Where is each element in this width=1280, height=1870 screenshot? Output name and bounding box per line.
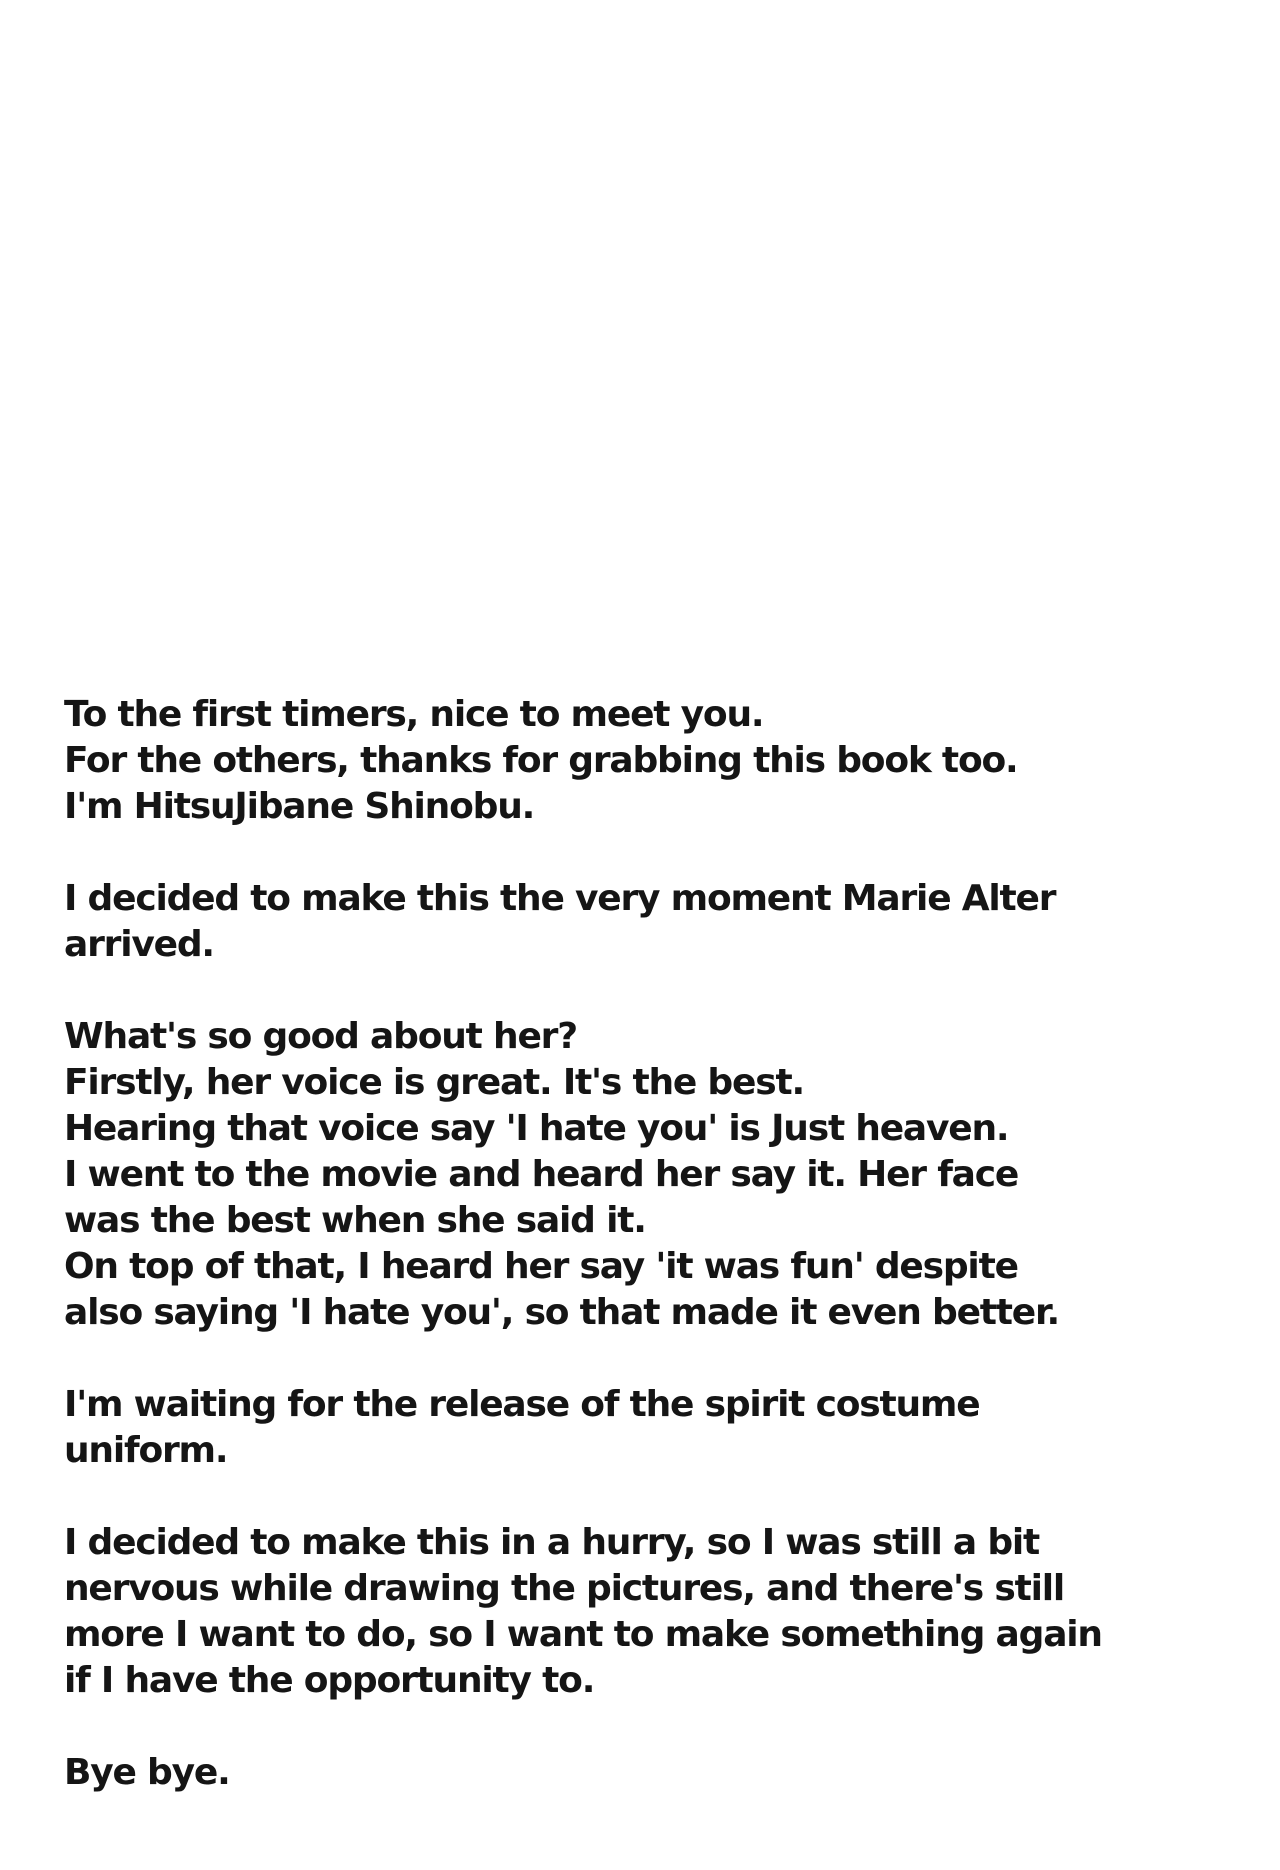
paragraph-farewell [64,1750,1164,1796]
text-line: also saying 'I hate you', so that made it even better. [64,1292,1059,1333]
text-line: was the best when she said it. [64,1200,646,1241]
text-line: more I want to do, so I want to make something again [64,1614,1102,1655]
text-line: I decided to make this the very moment Marie Alter [64,878,1056,919]
paragraph-greeting [64,692,1164,830]
text-line: What's so good about her? [64,1016,577,1057]
afterword-text [64,692,1164,1796]
paragraph-waiting [64,1382,1164,1474]
text-line: I decided to make this in a hurry, so I was still a bit [64,1522,1040,1563]
text-line: arrived. [64,924,214,965]
text-line: uniform. [64,1430,228,1471]
text-line: Firstly, her voice is great. It's the best. [64,1062,804,1103]
text-line: Bye bye. [64,1752,230,1793]
text-line: I'm waiting for the release of the spirit costume [64,1384,980,1425]
text-line: For the others, thanks for grabbing this book too. [64,740,1018,781]
paragraph-decision [64,876,1164,968]
text-line: I'm HitsuJibane Shinobu. [64,786,535,827]
text-line: I went to the movie and heard her say it. Her face [64,1154,1019,1195]
text-line: if I have the opportunity to. [64,1660,595,1701]
text-line: nervous while drawing the pictures, and there's still [64,1568,1065,1609]
paragraph-praise [64,1014,1164,1336]
text-line: To the first timers, nice to meet you. [64,694,764,735]
text-line: On top of that, I heard her say 'it was fun' despite [64,1246,1018,1287]
text-line: Hearing that voice say 'I hate you' is Just heaven. [64,1108,1009,1149]
paragraph-hurry [64,1520,1164,1704]
